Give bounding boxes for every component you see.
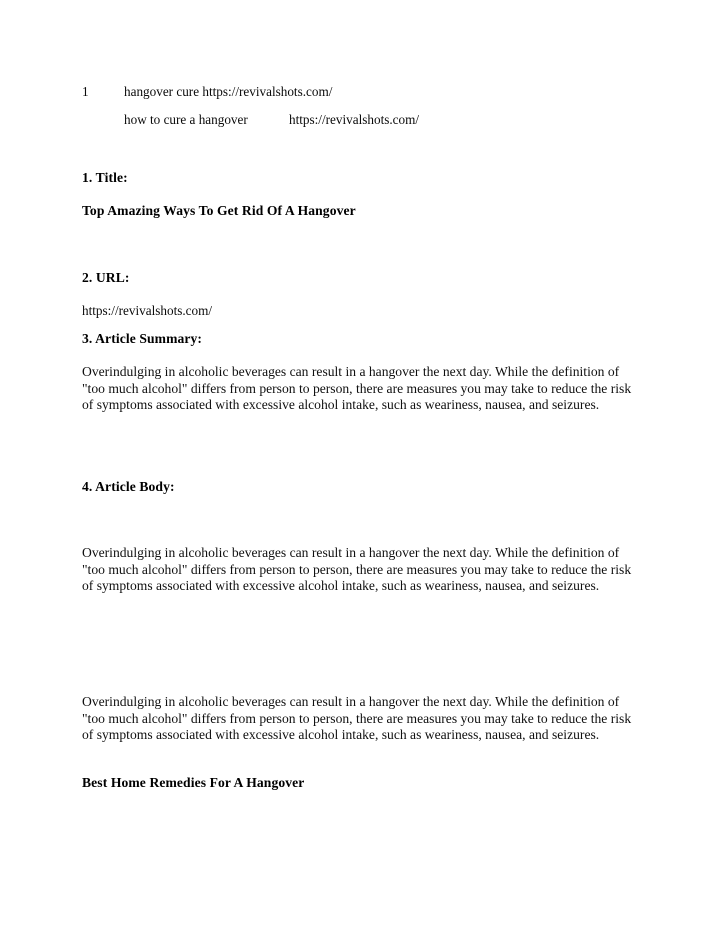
keyword-row-1	[82, 85, 634, 98]
keyword-text-2: how to cure a hangover	[124, 112, 248, 127]
keyword-url-2: https://revivalshots.com/	[289, 112, 420, 127]
keyword-row-2	[82, 113, 634, 126]
article-body-paragraph-1: Overindulging in alcoholic beverages can result in a hangover the next day. While the definition of "too much alcohol" differs from person to person, there are measures you may take to reduce the risk of symptoms associated with excessive alcohol intake, such as weariness, nausea, and seizures.	[82, 545, 632, 594]
section-label-url: 2. URL:	[82, 270, 130, 285]
subheading-home-remedies: Best Home Remedies For A Hangover	[82, 775, 305, 790]
section-label-title: 1. Title:	[82, 170, 128, 185]
article-body-paragraph-2: Overindulging in alcoholic beverages can result in a hangover the next day. While the definition of "too much alcohol" differs from person to person, there are measures you may take to reduce the risk of symptoms associated with excessive alcohol intake, such as weariness, nausea, and seizures.	[82, 694, 632, 743]
keyword-text-1: hangover cure	[124, 84, 200, 99]
article-title: Top Amazing Ways To Get Rid Of A Hangover	[82, 203, 356, 218]
article-summary-paragraph: Overindulging in alcoholic beverages can result in a hangover the next day. While the definition of "too much alcohol" differs from person to person, there are measures you may take to reduce the risk of symptoms associated with excessive alcohol intake, such as weariness, nausea, and seizures.	[82, 364, 632, 413]
section-label-body: 4. Article Body:	[82, 479, 175, 494]
keyword-url-1: https://revivalshots.com/	[202, 84, 333, 99]
section-label-summary: 3. Article Summary:	[82, 331, 203, 346]
row-number: 1	[82, 84, 89, 99]
article-url: https://revivalshots.com/	[82, 303, 213, 318]
